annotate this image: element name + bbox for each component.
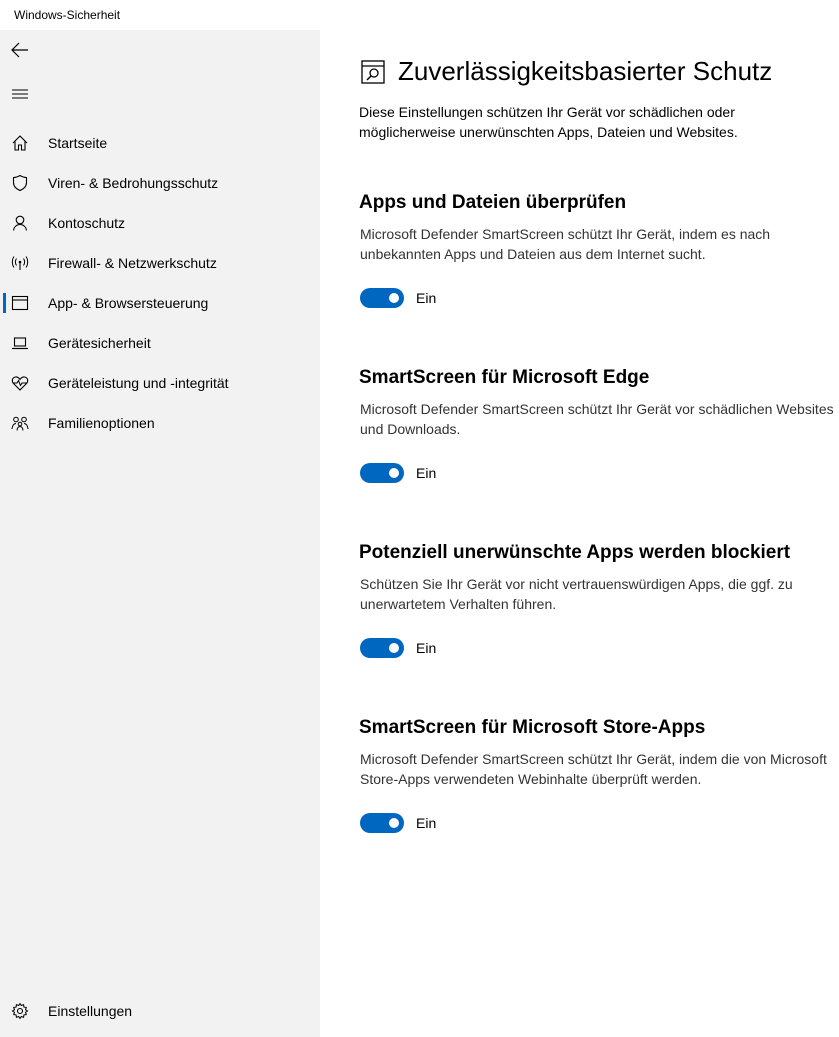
section-description: Microsoft Defender SmartScreen schützt Ihr Gerät, indem es nach unbekannten Apps und Dateien aus dem Internet sucht.: [360, 226, 771, 262]
hamburger-menu-button[interactable]: [8, 82, 32, 106]
sidebar-item-einstellungen[interactable]: [0, 991, 320, 1031]
laptop-icon: [11, 334, 29, 352]
toggle-row: [360, 813, 436, 833]
antenna-icon: [11, 254, 29, 272]
section-title: SmartScreen für Microsoft Store-Apps: [359, 717, 706, 738]
toggle-knob: [389, 818, 399, 828]
section-smartscreen-store: [359, 717, 834, 831]
sidebar-item-label: Gerätesicherheit: [48, 335, 151, 351]
toggle-row: [360, 288, 436, 308]
toggle-state-label: Ein: [416, 640, 437, 656]
sidebar-item-viren[interactable]: [0, 163, 320, 203]
sidebar-item-geraetesicherheit[interactable]: [0, 323, 320, 363]
sidebar-item-label: Geräteleistung und -integrität: [48, 375, 229, 391]
sidebar-item-kontoschutz[interactable]: [0, 203, 320, 243]
sidebar-item-label: Startseite: [48, 135, 108, 151]
toggle-knob: [389, 468, 399, 478]
person-icon: [11, 214, 29, 232]
back-button[interactable]: [8, 38, 32, 62]
sidebar-item-label: Kontoschutz: [48, 215, 126, 231]
unerwuenschte-apps-toggle[interactable]: [360, 638, 404, 658]
toggle-state-label: Ein: [416, 815, 437, 831]
section-description: Schützen Sie Ihr Gerät vor nicht vertrauenswürdigen Apps, die ggf. zu unerwartetem Verhalten führen.: [360, 576, 793, 612]
window-title: Windows-Sicherheit: [14, 8, 121, 22]
sidebar-item-label: App- & Browsersteuerung: [48, 295, 209, 311]
toggle-state-label: Ein: [416, 290, 437, 306]
page-title: Zuverlässigkeitsbasierter Schutz: [398, 56, 773, 86]
sidebar-item-label: Firewall- & Netzwerkschutz: [48, 255, 217, 271]
section-apps-dateien: [359, 192, 834, 306]
toggle-row: [360, 638, 436, 658]
reputation-protection-icon: [360, 59, 386, 85]
main-content: [320, 30, 839, 1037]
settings-label: Einstellungen: [48, 1003, 133, 1019]
apps-dateien-toggle[interactable]: [360, 288, 404, 308]
sidebar: [0, 30, 320, 1037]
smartscreen-edge-toggle[interactable]: [360, 463, 404, 483]
section-title: Apps und Dateien überprüfen: [359, 192, 627, 213]
sidebar-item-app-browser[interactable]: [0, 283, 320, 323]
gear-icon: [11, 1002, 29, 1020]
section-smartscreen-edge: [359, 367, 834, 481]
toggle-knob: [389, 643, 399, 653]
sidebar-item-label: Familienoptionen: [48, 415, 155, 431]
page-header: [360, 56, 772, 87]
toggle-row: [360, 463, 436, 483]
toggle-state-label: Ein: [416, 465, 437, 481]
section-description: Microsoft Defender SmartScreen schützt Ihr Gerät vor schädlichen Websites und Downloads.: [360, 401, 834, 437]
smartscreen-store-toggle[interactable]: [360, 813, 404, 833]
sidebar-item-label: Viren- & Bedrohungsschutz: [48, 175, 219, 191]
sidebar-item-geraeteleistung[interactable]: [0, 363, 320, 403]
section-title: SmartScreen für Microsoft Edge: [359, 367, 650, 388]
shield-icon: [11, 174, 29, 192]
page-description: Diese Einstellungen schützen Ihr Gerät vor schädlichen oder möglicherweise unerwünschten Apps, Dateien und Websites.: [359, 104, 738, 140]
home-icon: [11, 134, 29, 152]
sidebar-nav: [0, 123, 320, 443]
section-description: Microsoft Defender SmartScreen schützt Ihr Gerät, indem die von Microsoft Store-Apps verwendeten Webinhalte überprüft werden.: [360, 751, 827, 787]
sidebar-item-firewall[interactable]: [0, 243, 320, 283]
heart-pulse-icon: [11, 374, 29, 392]
section-title: Potenziell unerwünschte Apps werden blockiert: [359, 542, 791, 563]
section-unerwuenschte-apps: [359, 542, 839, 656]
back-arrow-icon: [11, 42, 29, 58]
sidebar-item-familienoptionen[interactable]: [0, 403, 320, 443]
browser-window-icon: [11, 294, 29, 312]
title-bar: [0, 0, 839, 30]
hamburger-icon: [12, 88, 28, 100]
active-indicator: [3, 293, 6, 313]
toggle-knob: [389, 293, 399, 303]
sidebar-item-startseite[interactable]: [0, 123, 320, 163]
family-icon: [11, 414, 29, 432]
